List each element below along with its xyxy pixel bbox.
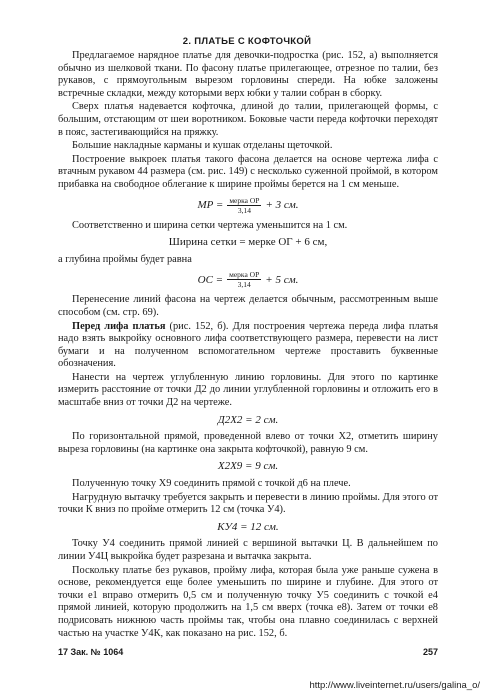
paragraph: Поскольку платье без рукавов, пройму лифа, которая была уже раньше сужена в основе, рекомендуется еще более уменьшить по ширине и глубине. Для этого от точки е1 вправо отмерить 0,5 см и полученную точку У5 соединить с точкой е4 прямой линией, которую продолжить на 1,5 см вверх (точка е8). Затем от точки е8 подрисовать нижнюю часть проймы так, чтобы она плавно соединилась с верхней частью на участке У4К, как показано на рис. 152, б.	[58, 564, 438, 639]
paragraph: Предлагаемое нарядное платье для девочки-подростка (рис. 152, а) выполняется обычно из шелковой ткани. По фасону платье прилегающее, отрезное по талии, без рукавов, с прямоугольным вырезом горловины спереди. На юбке заложены встречные складки, между которыми верх юбки у талии собран в сборку.	[58, 50, 438, 99]
fraction-denominator: 3,14	[237, 280, 251, 290]
paragraph: По горизонтальной прямой, проведенной влево от точки Х2, отметить ширину выреза горловины (на картинке она закрыта кофточкой), равную 9 см.	[58, 431, 438, 455]
paragraph: Нанести на чертеж углубленную линию горловины. Для этого по картинке измерить расстояние от точки Д2 до линии углубленной горловины и отложить его в масштабе вниз от точки Д2 на чертеже.	[58, 371, 438, 409]
paragraph: Нагрудную вытачку требуется закрыть и перевести в линию проймы. Для этого от точки К вниз по пройме отмерить 12 см (точка У4).	[58, 491, 438, 516]
formula-fraction	[227, 196, 261, 215]
paragraph: Полученную точку Х9 соединить прямой с точкой д6 на плече.	[72, 478, 351, 490]
paragraph: Точку У4 соединить прямой линией с вершиной вытачки Ц. В дальнейшем по линии У4Ц выкройка будет разрезана и вытачка закрыта.	[58, 538, 438, 562]
paragraph-text: (рис. 152, б). Для построения чертежа переда лифа платья надо взять выкройку основного лифа соответствующего размера, перевести на лист бумаги и на полученном вспомогательном чертеже проставить буквенные обозначения.	[58, 320, 438, 370]
formula-lhs: OC =	[197, 273, 224, 286]
paragraph-lead: Перед лифа платья	[72, 320, 166, 332]
formula-rhs: + 3 см.	[265, 198, 299, 211]
paragraph	[58, 321, 438, 371]
formula-lhs: MP =	[197, 198, 224, 211]
formula-mp	[58, 196, 438, 215]
paragraph: Перенесение линий фасона на чертеж делается обычным, рассмотренным выше способом (см. стр. 69).	[58, 294, 438, 318]
watermark-url: http://www.liveinternet.ru/users/galina_o/	[309, 680, 480, 691]
fraction-denominator: 3,14	[237, 205, 251, 215]
fraction-numerator: мерка ОР	[229, 270, 260, 280]
print-order-note: 17 Зак. № 1064	[58, 647, 124, 657]
paragraph: Сверх платья надевается кофточка, длиной до талии, прилегающей формы, с большим, отстающим от шеи воротником. Боковые части переда кофточки переходят в пояс, застегивающийся на пряжку.	[58, 101, 438, 138]
fraction-numerator: мерка ОР	[229, 195, 260, 205]
body-text	[58, 50, 438, 641]
paragraph: Соответственно и ширина сетки чертежа уменьшится на 1 см.	[72, 219, 348, 231]
paragraph: Большие накладные карманы и кушак отделаны щеточкой.	[72, 140, 333, 152]
formula-x2x9: Х2Х9 = 9 см.	[217, 460, 279, 473]
formula-rhs: + 5 см.	[265, 273, 299, 286]
paragraph: а глубина проймы будет равна	[58, 253, 192, 265]
page-number: 257	[422, 647, 438, 657]
formula-grid-width: Ширина сетки = мерке ОГ + 6 см,	[168, 236, 328, 249]
paragraph: Построение выкроек платья такого фасона делается на основе чертежа лифа с втачным рукавом 44 размера (см. рис. 149) с несколько суженной проймой, в котором прибавка на свободное облегание к ширине проймы берется на 1 см меньше.	[58, 153, 438, 190]
formula-ky4: КУ4 = 12 см.	[217, 520, 279, 533]
formula-d2x2: Д2Х2 = 2 см.	[217, 413, 279, 426]
section-heading: 2. ПЛАТЬЕ С КОФТОЧКОЙ	[182, 36, 312, 47]
formula-oc	[58, 270, 438, 289]
formula-fraction	[227, 270, 261, 289]
